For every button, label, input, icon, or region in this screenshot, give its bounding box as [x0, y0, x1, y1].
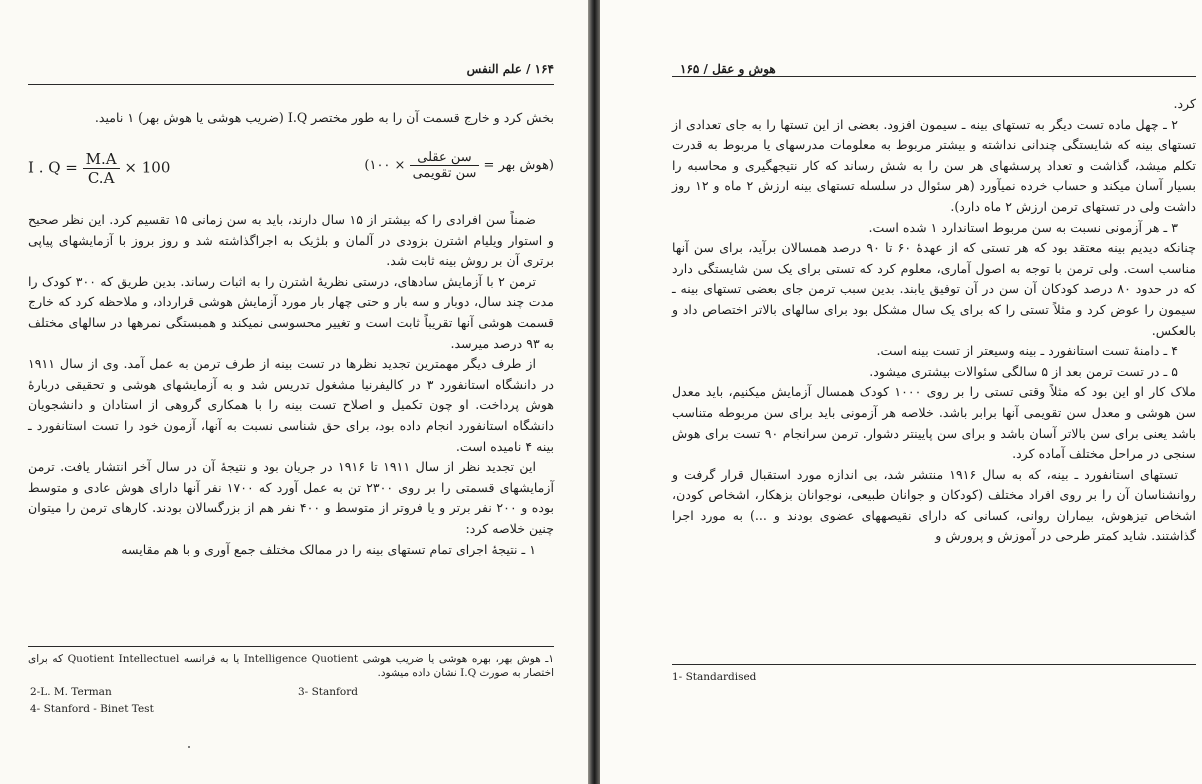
formula-en-denominator: C.A [87, 169, 115, 187]
formula-en-numerator: M.A [83, 150, 120, 169]
left-paragraph: از طرف دیگر مهمترین تجدید نظرها در تست بینه از طرف ترمن به عمل آمد. وی از سال ۱۹۱۱ در دانشگاه استانفورد ۳ در کالیفرنیا مشغول تدریس شد و به آزمایشهای هوشی و تحقیقی دربارهٔ هوش پرداخت. او چون تکمیل و اصلاح تست بینه را با همکاری گروهی از استادان و دانشجویان دانشگاه استانفورد انجام داده بود، برای حق شناسی نسبت به آنها، آزمون خود را تست استانفورد ـ بینه ۴ نامیده است. [28, 356, 554, 454]
right-paragraph: چنانکه دیدیم بینه معتقد بود که هر تستی که از عهدهٔ ۶۰ تا ۹۰ درصد همسالان برآید، برای سن آنها مناسب است. ولی ترمن با توجه به اصول آماری، معلوم کرد که تستی برای یک سن شایستگی دارد که در حدود ۸۰ درصد کودکان آن سن در آن توفیق یابند. بدین سبب ترمن جای بعضی تستهای بینه ـ سیمون را عوض کرد و مثلاً تستی را که برای یک سال مشکل بود برای سالهای بالاتر اختصاص داد و بالعکس. [672, 240, 1196, 338]
right-paragraph: ۵ ـ در تست ترمن بعد از ۵ سالگی سئوالات بیشتری میشود. [869, 363, 1178, 379]
iq-formula-persian [364, 150, 554, 181]
right-paragraph: کرد. [1173, 96, 1196, 111]
formula-fa-tail: × ۱۰۰) [364, 158, 406, 173]
right-body-text [672, 94, 1196, 547]
page-speck [188, 746, 190, 748]
left-header-rule [28, 84, 554, 85]
formula-fa-label: (هوش بهر = [483, 158, 554, 173]
left-paragraph: ۱ ـ نتیجهٔ اجرای تمام تستهای بینه را در ممالک مختلف جمع آوری و با هم مقایسه [121, 541, 536, 557]
right-header-rule [672, 76, 1196, 77]
right-paragraph: ۳ ـ هر آزمونی نسبت به سن مربوط استاندارد ۱ شده است. [868, 219, 1178, 235]
left-page-header: ۱۶۴ / علم النفس [466, 62, 554, 76]
left-footnote-3: 3- Stanford [298, 686, 358, 698]
left-footnote-2: 2-L. M. Terman [30, 686, 112, 698]
formula-fa-numerator: سن عقلی [410, 150, 480, 166]
left-footnote-rule [28, 646, 554, 647]
iq-formula-latin [28, 150, 170, 187]
left-paragraph: این تجدید نظر از سال ۱۹۱۱ تا ۱۹۱۶ در جریان بود و نتیجهٔ آن در سال آخر انتشار یافت. ترمن آزمایشهای قسمتی را بر روی ۲۳۰۰ تن به عمل آورد که ۱۷۰۰ نفر آنها دارای هوش عادی و متوسط بوده و ۲۰۰ نفر برتر و یا فروتر از متوسط و ۴۰۰ نفر هم از بزرگسالان بودند. کارهای ترمن را میتوان چنین خلاصه کرد: [28, 459, 555, 536]
formula-fa-fraction [410, 150, 480, 181]
left-paragraph: بخش کرد و خارج قسمت آن را به طور مختصر I.Q (ضریب هوشی یا هوش بهر) ۱ نامید. [94, 110, 554, 125]
right-footnote-1: 1- Standardised [672, 671, 757, 683]
right-page-header: هوش و عقل / ۱۶۵ [680, 62, 776, 76]
left-footnote-4: 4- Stanford - Binet Test [30, 703, 154, 715]
formula-en-fraction [83, 150, 120, 187]
left-paragraph: ضمناً سن افرادی را که بیشتر از ۱۵ سال دارند، باید به سن زمانی ۱۵ تقسیم کرد. این نظر صحیح و استوار ویلیام اشترن بزودی در آلمان و بلژیک به اجراگذاشته شد و روز بروز با آزمایشهای پیاپی برتری آن بر روش بینه ثابت شد. [28, 212, 554, 269]
right-paragraph: تستهای استانفورد ـ بینه، که به سال ۱۹۱۶ منتشر شد، بی اندازه مورد استقبال قرار گرفت و روانشناسان آن را بر روی افراد مختلف (کودکان و جوانان طبیعی، نوجوانان بزهکار، اشخاص کودن، اشخاص تیزهوش، بیماران روانی، کسانی که دارای نقیصههای عضوی بودند و ...) به مورد اجرا گذاشتند. شاید کمتر طرحی در آموزش و پرورش و [672, 466, 1196, 544]
formula-en-tail: × 100 [124, 158, 171, 177]
left-paragraph: ترمن ۲ با آزمایش سادهای، درستی نظریهٔ اشترن را به اثبات رساند. بدین طریق که ۳۰۰ کودک را مدت چند سال، دوبار و سه بار و حتی چهار بار مورد آزمایش هوشی قرارداد، و ملاحظه کرد که خارج قسمت هوشی آنها تقریباً ثابت است و تغییر محسوسی نمیکند و همبستگی نمرهها در سالهای مختلف به ۹۳ درصد میرسد. [28, 273, 554, 351]
formula-fa-denominator: سن تقویمی [412, 166, 477, 181]
right-page [600, 0, 1202, 784]
right-paragraph: ۲ ـ چهل ماده تست دیگر به تستهای بینه ـ سیمون افزود. بعضی از این تستها را به جای تعدادی از تستهای بینه که شایستگی چندانی نداشته و بیشتر مربوط به معلومات مدرسهای یا مربوط به قدرت تکلم میشد، گذاشت و تعداد پرسشهای هر سن را به شش رساند که کار نتیجهگیری و محاسبه را بسیار آسان میکند و حساب خرده نمیآورد (هر سئوال در سلسله تستهای بینه ارزش ۲ ماه و ۱۲ روز داشت ولی در تستهای ترمن ارزش ۲ ماه دارد). [672, 116, 1196, 214]
formula-en-lhs: I . Q = [28, 158, 78, 177]
left-page [0, 0, 588, 784]
right-paragraph: ۴ ـ دامنهٔ تست استانفورد ـ بینه وسیعتر از تست بینه است. [876, 343, 1178, 359]
left-paragraph-intro [28, 108, 554, 129]
right-paragraph: ملاک کار او این بود که مثلاً وقتی تستی را بر روی ۱۰۰۰ کودک همسال آزمایش میکنیم، باید معدل سن هوشی و معدل سن تقویمی آنها برابر باشد. خلاصه هر آزمونی باید برای سن مربوطه متناسب باشد یعنی برای سن بالاتر آسان باشد و برای سن پایینتر دشوار. ترمن سرانجام ۹۰ تست برای هوش سنجی در مراحل مختلف آماده کرد. [672, 384, 1197, 462]
left-footnote-1: ۱ـ هوش بهر، بهره هوشی یا ضریب هوشی Intelligence Quotient یا به فرانسه Quotient Intellectuel که برای اختصار به صورت I.Q نشان داده میشود. [28, 653, 555, 679]
right-footnote-rule [672, 664, 1196, 665]
left-body-text [28, 210, 554, 560]
book-gutter [588, 0, 600, 784]
